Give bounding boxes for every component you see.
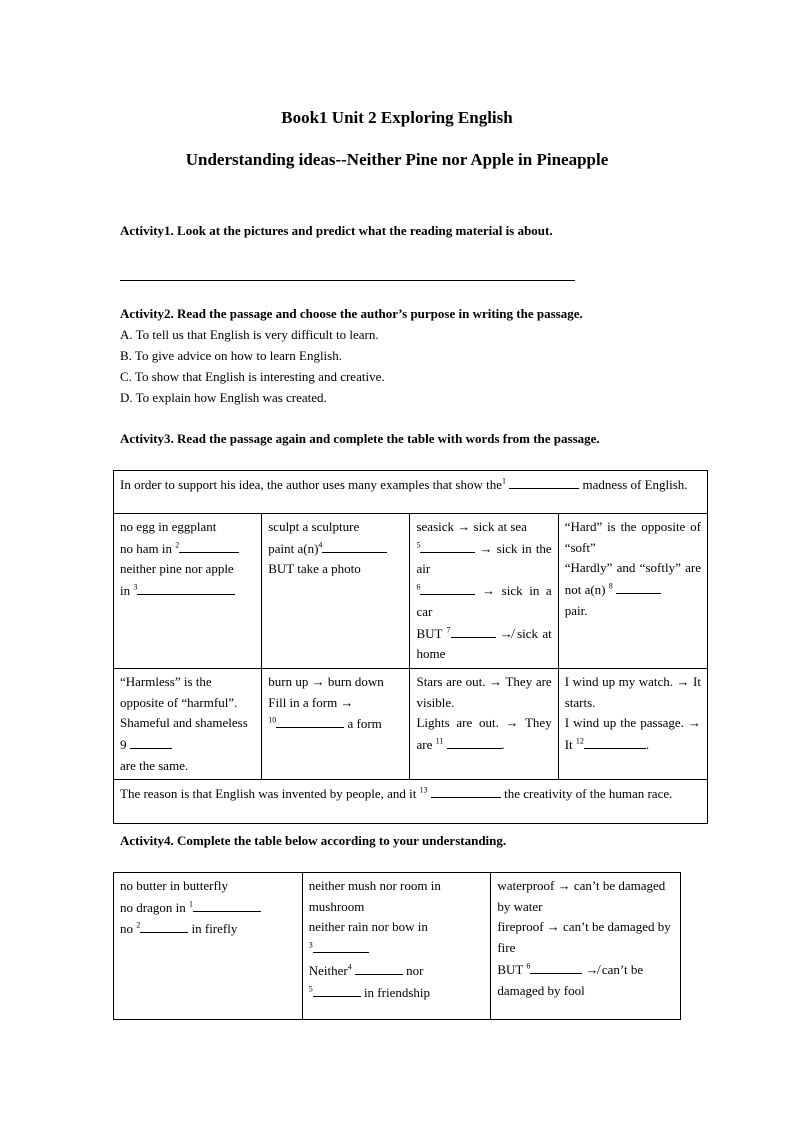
blank-5[interactable] <box>420 538 475 553</box>
cell-mushroom: neither mush nor room in mushroom neither rain nor bow in $^3$ Neither$^4$ nor $^5$ in friendship <box>302 873 491 1020</box>
blank-a4-2[interactable] <box>140 918 188 933</box>
blank-10[interactable] <box>276 713 344 728</box>
blank-12[interactable] <box>584 734 646 749</box>
blank-2[interactable] <box>179 538 239 553</box>
activity4-table <box>113 872 681 1020</box>
blank-13[interactable] <box>431 783 501 798</box>
blank-11[interactable] <box>447 734 502 749</box>
cell-wind-up: I wind up my watch. → It starts. I wind up the passage. → It $^{12}$ . <box>558 668 707 780</box>
option-a[interactable]: A. To tell us that English is very difficult to learn. <box>120 327 379 342</box>
page-title: Book1 Unit 2 Exploring English <box>281 108 513 127</box>
activity2-heading: Activity2. Read the passage and choose the author’s purpose in writing the passage. <box>120 306 583 321</box>
blank-7[interactable] <box>451 623 496 638</box>
activity3-heading: Activity3. Read the passage again and complete the table with words from the passage. <box>120 431 600 446</box>
blank-a4-4[interactable] <box>355 960 403 975</box>
blank-a4-5[interactable] <box>313 982 361 997</box>
blank-1[interactable] <box>509 474 579 489</box>
cell-stars-out: Stars are out. → They are visible. Lights are out. → They are $^{11}$ . <box>410 668 558 780</box>
activity4-heading: Activity4. Complete the table below according to your understanding. <box>120 833 507 848</box>
cell-hard-soft: “Hard” is the opposite of “soft” “Hardly” and “softly” are not a(n) $^8$ pair. <box>558 514 707 669</box>
blank-6[interactable] <box>420 580 475 595</box>
activity1-answer-line[interactable] <box>120 280 575 281</box>
activity3-outro: The reason is that English was invented by people, and it $^{13}$ the creativity of the human race. <box>114 780 708 824</box>
option-c[interactable]: C. To show that English is interesting and creative. <box>120 369 385 384</box>
blank-3[interactable] <box>137 580 235 595</box>
cell-burn-up: burn up → burn down Fill in a form → $^{10}$ a form <box>262 668 410 780</box>
blank-4[interactable] <box>322 538 387 553</box>
cell-sculpture: sculpt a sculpture paint $a(n)^4$ BUT take a photo <box>262 514 410 669</box>
activity3-intro: In order to support his idea, the author uses many examples that show the$^1$ madness of English. <box>114 471 708 514</box>
blank-9[interactable] <box>130 734 172 749</box>
cell-waterproof: waterproof → can’t be damaged by water fireproof → can’t be damaged by fire BUT $^6$ ↛ can’t be damaged by fool <box>491 873 681 1020</box>
page-subtitle: Understanding ideas--Neither Pine nor Apple in Pineapple <box>185 150 609 169</box>
cell-seasick: seasick → sick at sea $^5$ → sick in the air $^6$ → sick in a car BUT $^7$ ↛ sick at home <box>410 514 558 669</box>
blank-a4-6[interactable] <box>530 959 582 974</box>
activity3-table <box>113 470 708 824</box>
option-d[interactable]: D. To explain how English was created. <box>120 390 327 405</box>
blank-a4-1[interactable] <box>193 897 261 912</box>
activity1-heading: Activity1. Look at the pictures and predict what the reading material is about. <box>120 223 553 238</box>
cell-eggplant: no egg in eggplant no ham in $^2$ neither pine nor apple in $^3$ <box>114 514 262 669</box>
blank-a4-3[interactable] <box>313 938 369 953</box>
blank-8[interactable] <box>616 579 661 594</box>
cell-harmless: “Harmless” is the opposite of “harmful”. Shameful and shameless 9 are the same. <box>114 668 262 780</box>
cell-butterfly: no butter in butterfly no dragon in $^1$ no $^2$ in firefly <box>114 873 303 1020</box>
option-b[interactable]: B. To give advice on how to learn English. <box>120 348 342 363</box>
